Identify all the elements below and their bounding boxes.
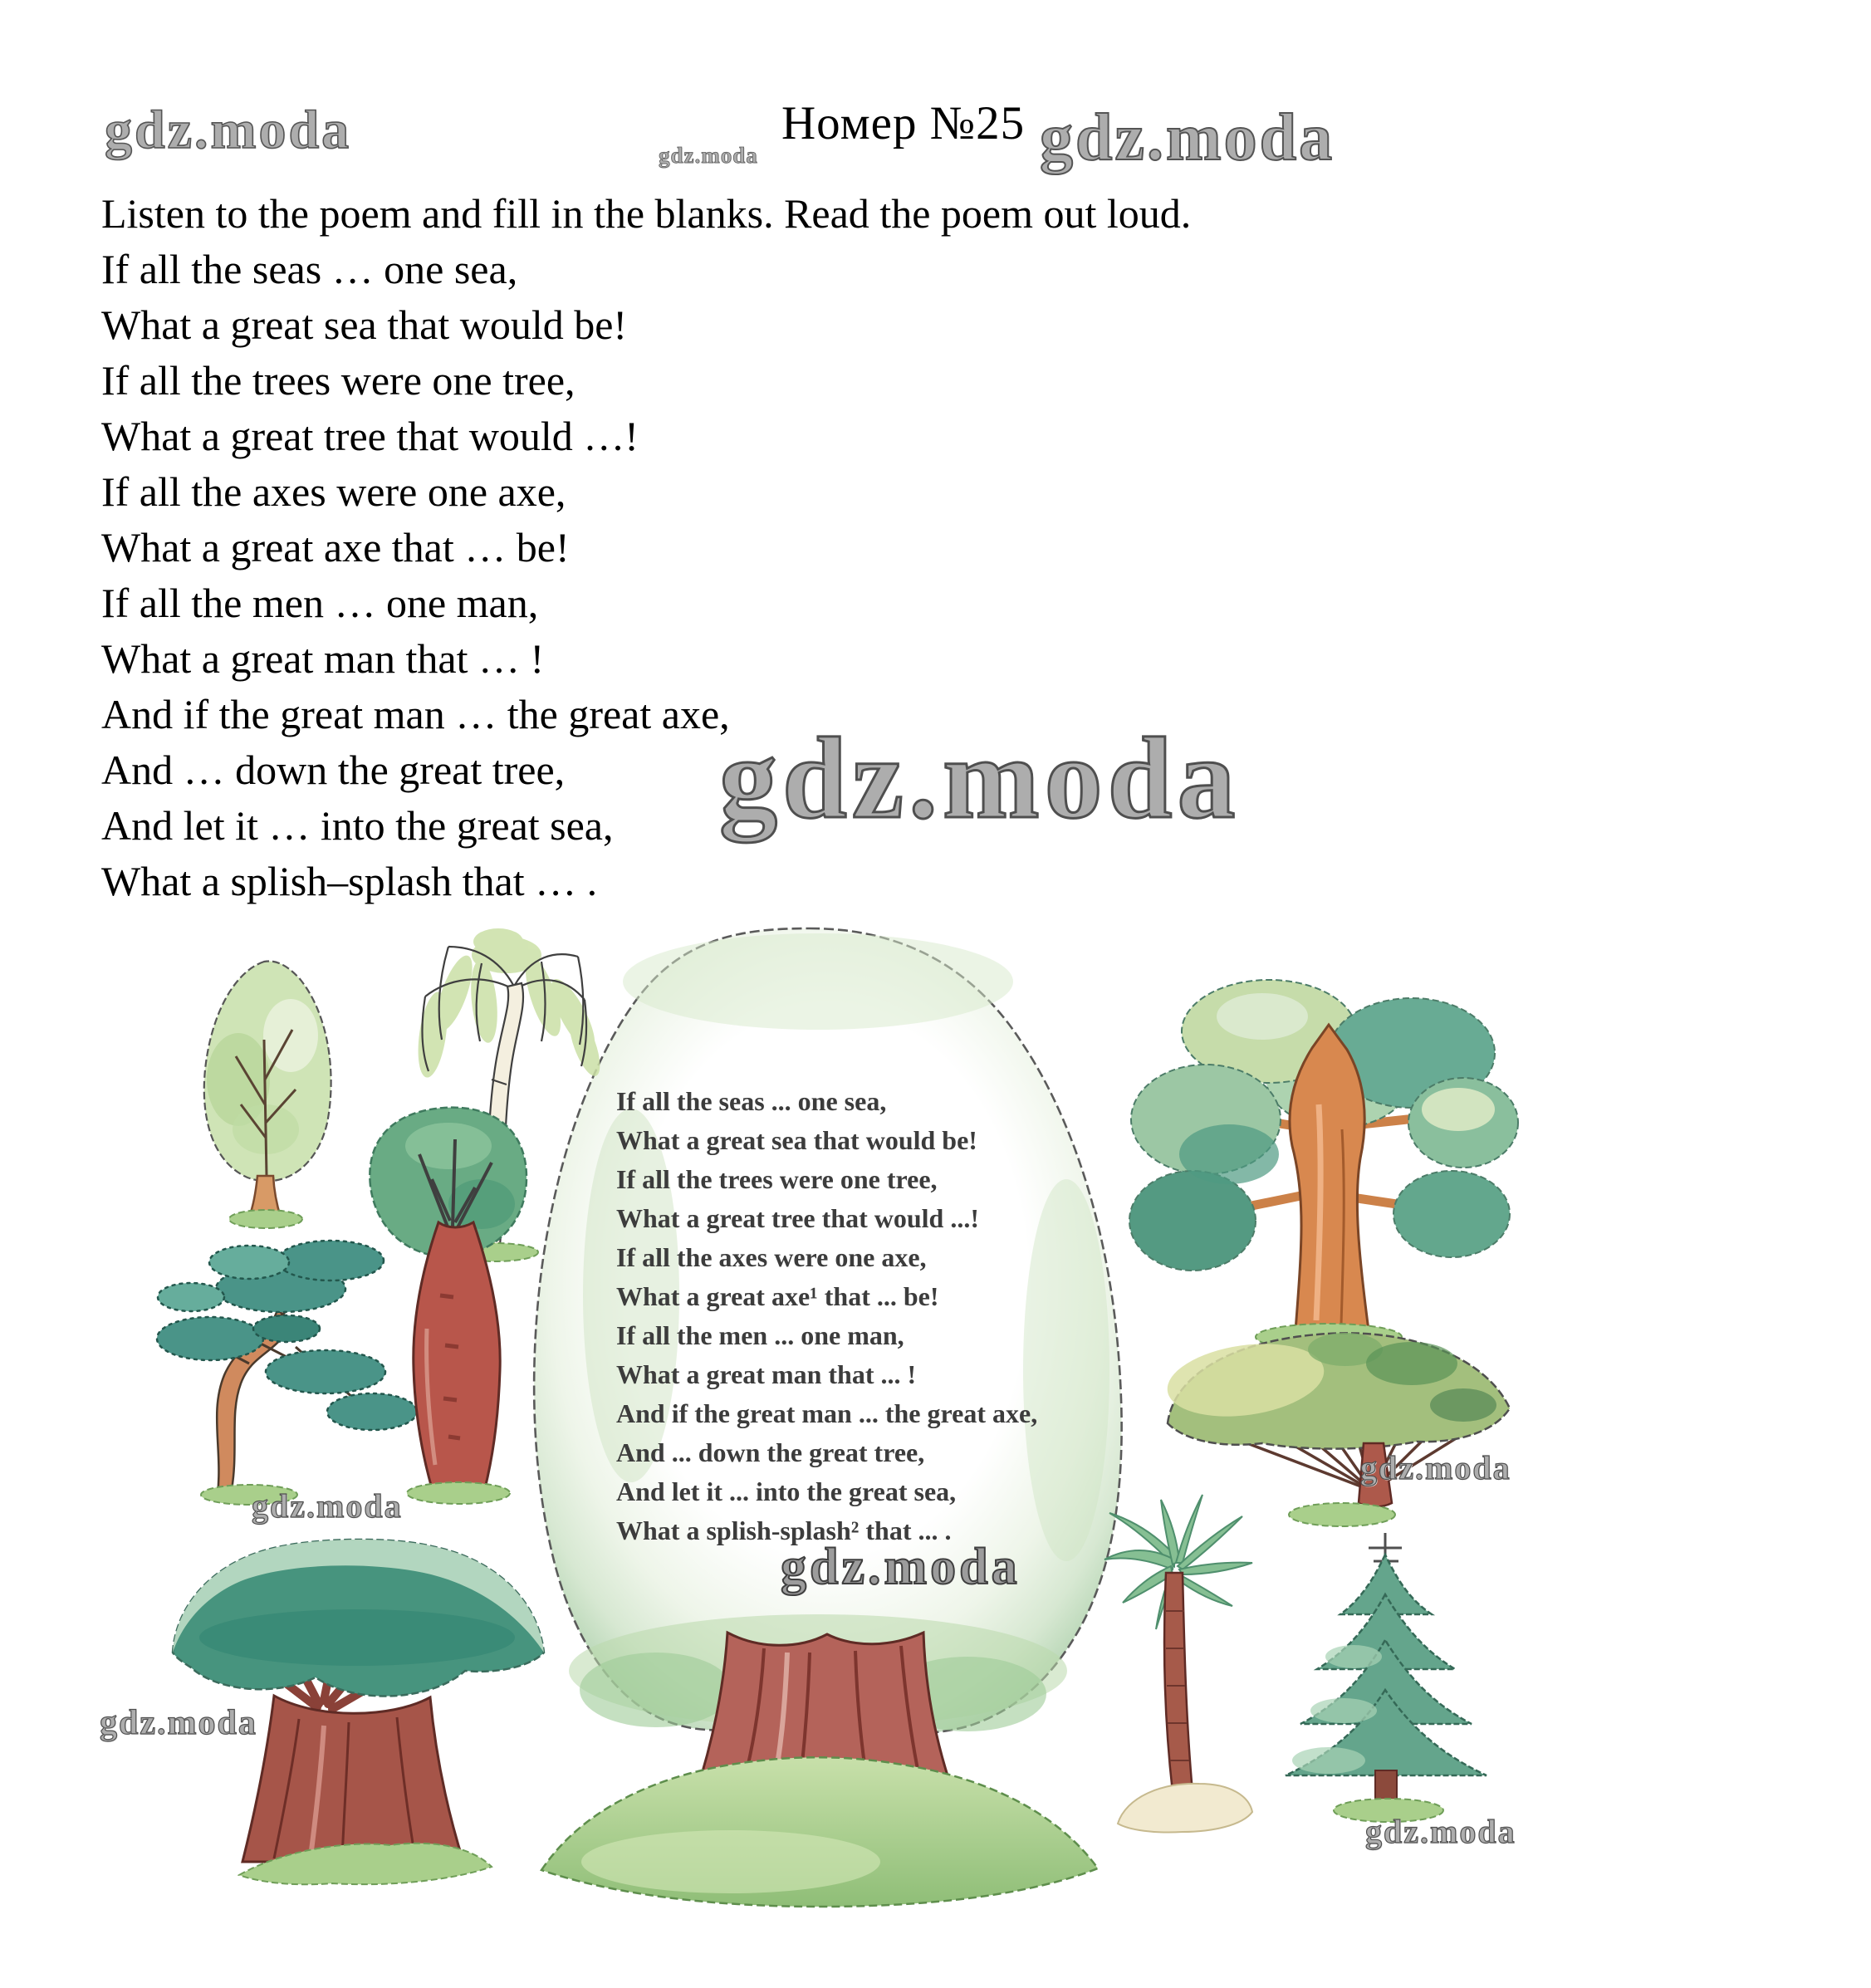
tree-poem-line: And let it ... into the great sea, bbox=[616, 1476, 957, 1506]
poem-line: What a great man that … ! bbox=[101, 635, 545, 682]
watermark-in-tree: gdz.moda bbox=[781, 1539, 1021, 1595]
watermark-illustration-left-upper: gdz.moda bbox=[252, 1487, 403, 1525]
watermark-illustration-right: gdz.moda bbox=[1360, 1449, 1511, 1486]
poem-line: And … down the great tree, bbox=[101, 747, 566, 793]
poem-line: What a great axe that … be! bbox=[101, 524, 570, 570]
poem-line: If all the axes were one axe, bbox=[101, 468, 566, 515]
tree-poem-line: What a splish-splash² that ... . bbox=[616, 1515, 952, 1545]
bottle-baobab-tree bbox=[370, 1108, 527, 1504]
poem-line: What a great sea that would be! bbox=[101, 301, 628, 348]
poem-line: What a splish–splash that … . bbox=[101, 858, 598, 904]
tree-poem-line: If all the men ... one man, bbox=[616, 1320, 904, 1350]
tree-poem-text bbox=[616, 1082, 1131, 1550]
broadleaf-tree bbox=[1129, 980, 1518, 1350]
tree-poem-line: What a great man that ... ! bbox=[616, 1359, 917, 1389]
bonsai-pine-tree bbox=[157, 1241, 417, 1505]
tree-poem-line: What a great tree that would ...! bbox=[616, 1203, 979, 1233]
poem-line: If all the trees were one tree, bbox=[101, 357, 576, 404]
poplar-tree bbox=[204, 961, 331, 1228]
tree-poem-line: If all the trees were one tree, bbox=[616, 1164, 938, 1194]
watermark-top-left: gdz.moda bbox=[105, 100, 352, 160]
fir-tree bbox=[1286, 1533, 1487, 1822]
watermark-middle-large: gdz.moda bbox=[719, 714, 1241, 843]
watermark-illustration-left-lower: gdz.moda bbox=[100, 1704, 257, 1742]
tree-poem-line: What a great sea that would be! bbox=[616, 1125, 977, 1155]
umbrella-acacia-tree bbox=[1163, 1333, 1510, 1526]
poem-line: What a great tree that would …! bbox=[101, 413, 639, 459]
tree-poem-line: And if the great man ... the great axe, bbox=[616, 1398, 1038, 1428]
poem-line: If all the seas … one sea, bbox=[101, 246, 518, 292]
exercise-instruction: Listen to the poem and fill in the blanks. Read the poem out loud. bbox=[101, 190, 1192, 237]
page-title: Номер №25 bbox=[781, 97, 1026, 149]
watermark-top-center-small: gdz.moda bbox=[659, 143, 758, 168]
poem-line: And let it … into the great sea, bbox=[101, 802, 614, 849]
watermark-illustration-bottom-right: gdz.moda bbox=[1365, 1813, 1516, 1850]
tree-poem-line: If all the axes were one axe, bbox=[616, 1242, 927, 1272]
tree-poem-line: If all the seas ... one sea, bbox=[616, 1086, 887, 1116]
tree-poem-line: What a great axe¹ that ... be! bbox=[616, 1281, 939, 1311]
tree-poem-line: And ... down the great tree, bbox=[616, 1437, 925, 1467]
poem-line: And if the great man … the great axe, bbox=[101, 691, 730, 737]
poem-line: If all the men … one man, bbox=[101, 580, 539, 626]
watermark-top-right: gdz.moda bbox=[1040, 101, 1335, 174]
